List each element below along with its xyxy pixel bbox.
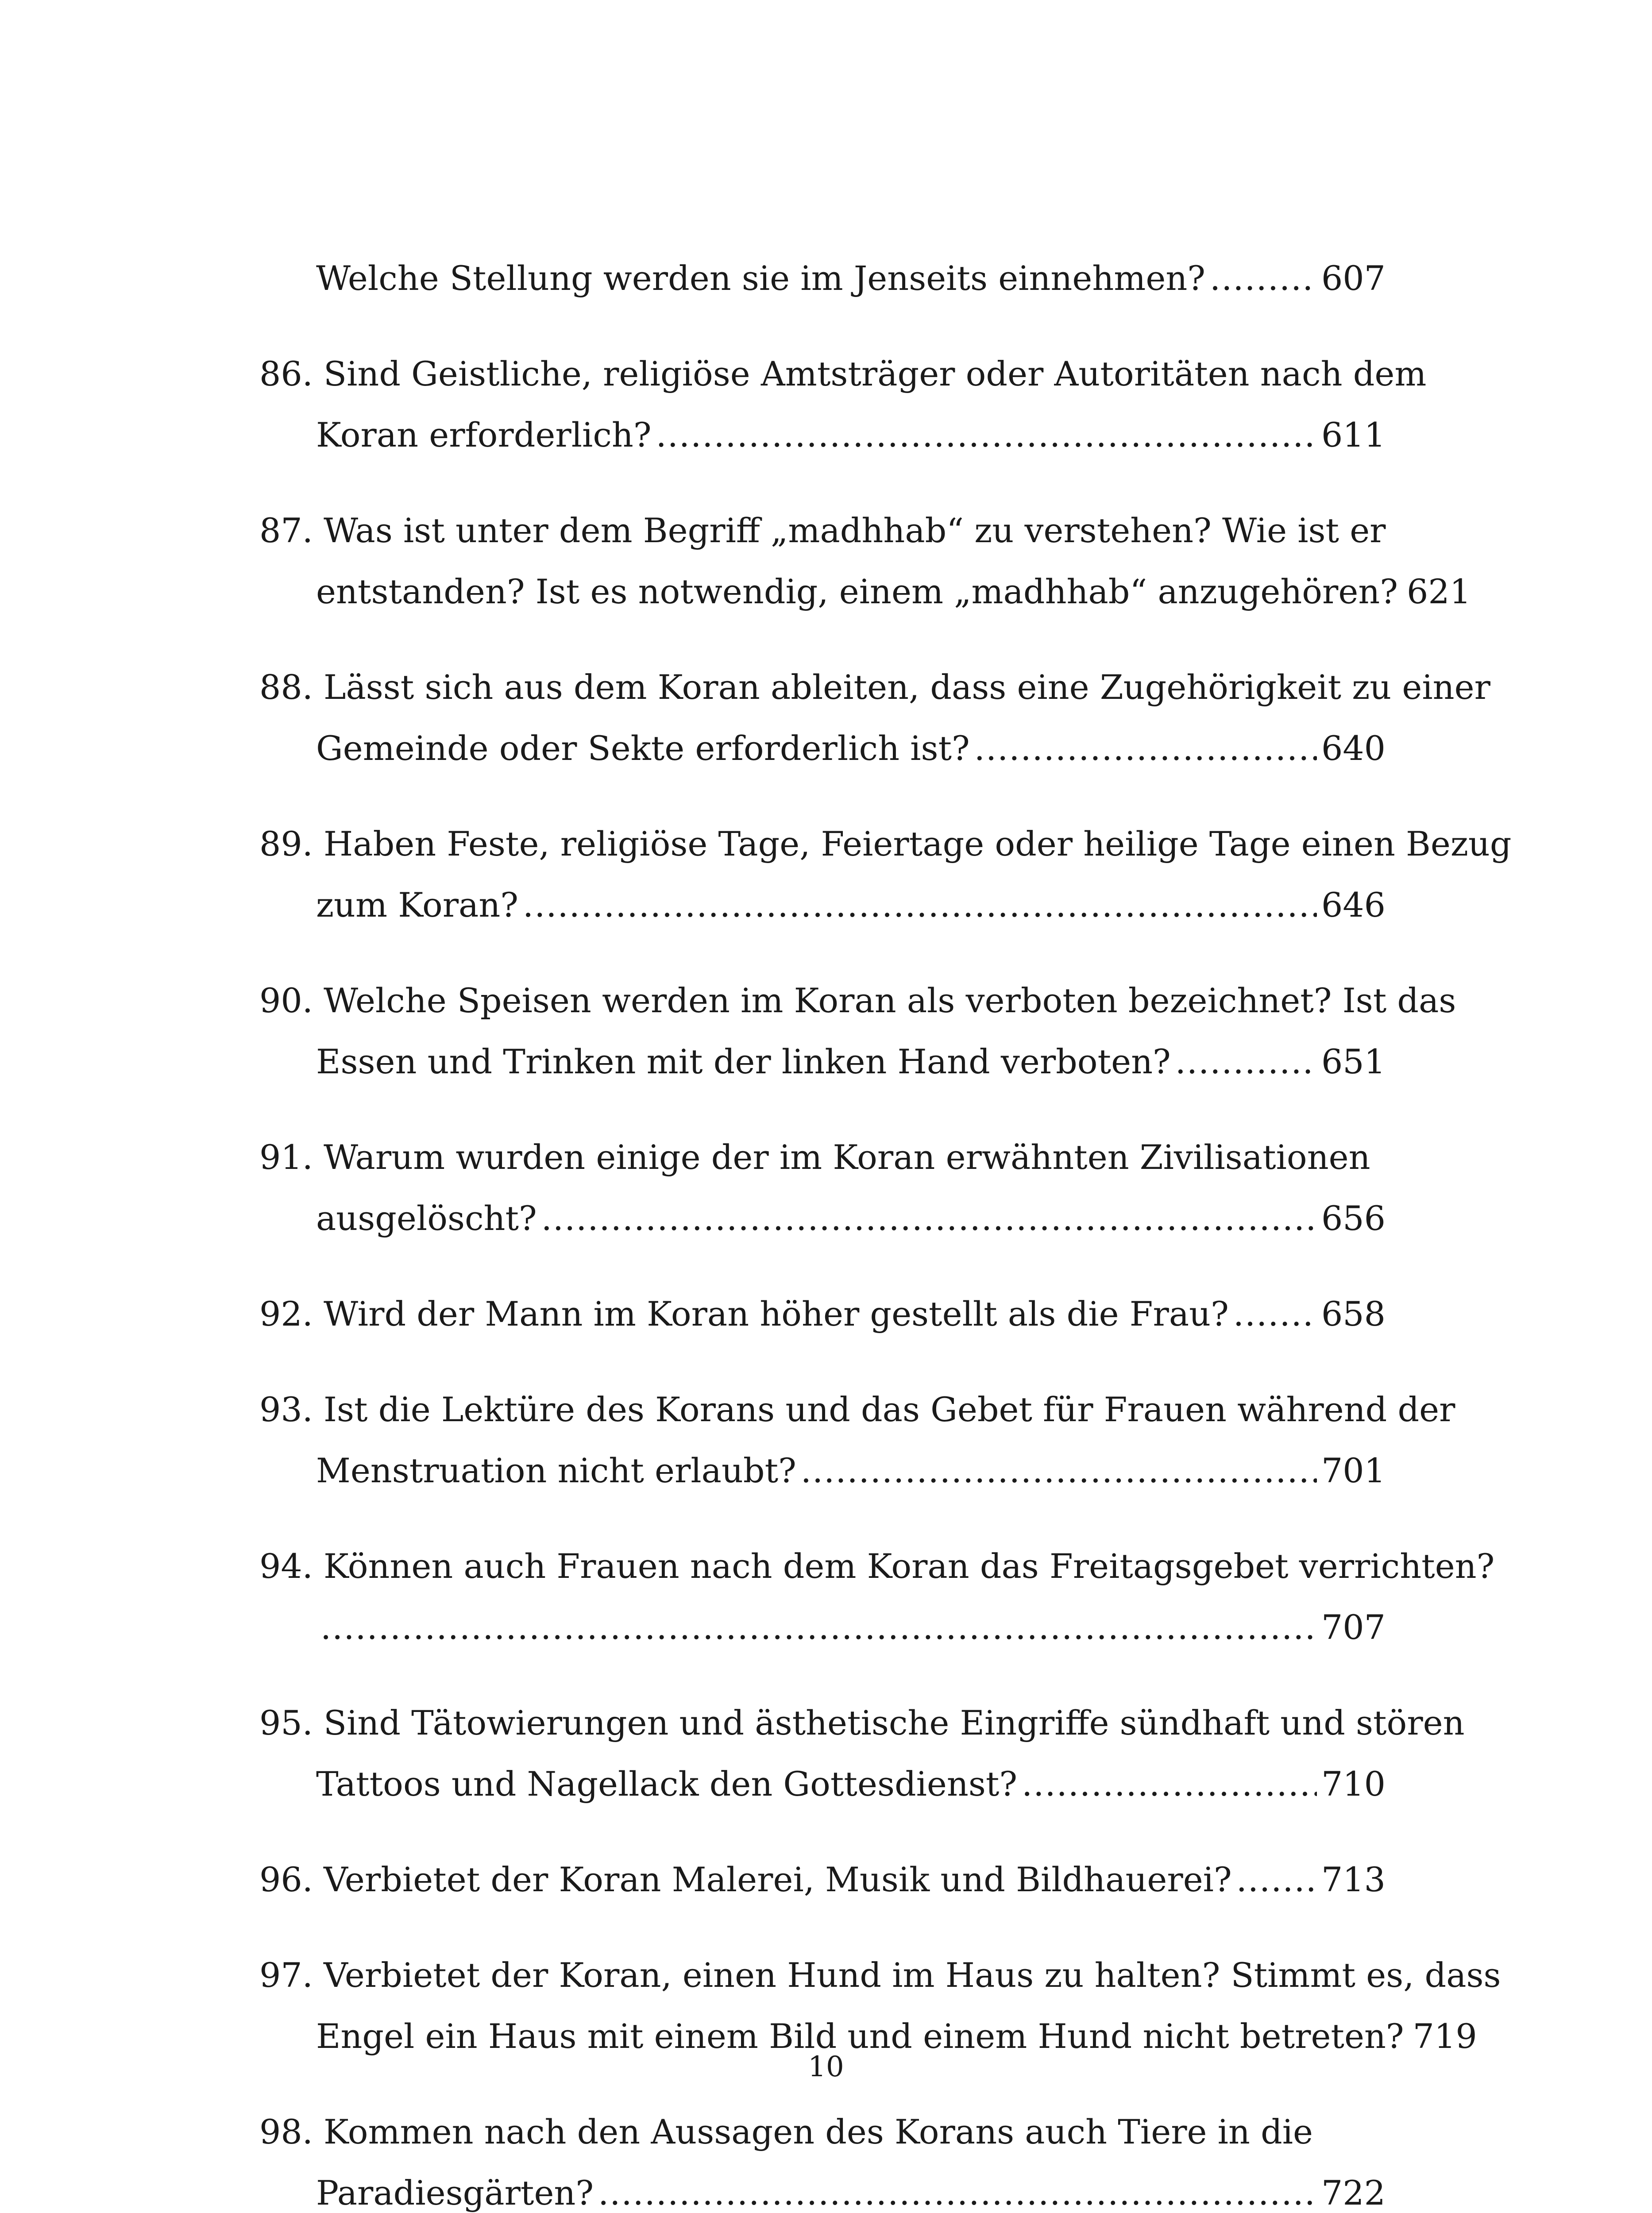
toc-entry-line xyxy=(259,2101,1386,2163)
toc-entry xyxy=(259,1849,1386,1910)
toc-entry-line xyxy=(259,1284,1386,1345)
toc-entry-text: 88. Lässt sich aus dem Koran ableiten, dass eine Zugehörigkeit zu einer xyxy=(259,667,1490,707)
toc-page-number: 707 xyxy=(1321,1608,1386,1647)
toc-entry xyxy=(259,1379,1455,1501)
toc-entry-line xyxy=(259,1945,1501,2006)
toc-entry-line xyxy=(259,1379,1455,1440)
toc-entry-text: 95. Sind Tätowierungen und ästhetische Eingriffe sündhaft und stören xyxy=(259,1703,1465,1743)
toc-entry-text: 92. Wird der Mann im Koran höher gestellt als die Frau? xyxy=(259,1294,1229,1334)
toc-entry-line xyxy=(259,657,1490,718)
dot-leader xyxy=(598,2163,1317,2213)
dot-leader xyxy=(1236,1849,1317,1910)
toc-page-number: 701 xyxy=(1321,1451,1386,1490)
dot-leader xyxy=(1175,1031,1317,1092)
toc-entry-text: Tattoos und Nagellack den Gottesdienst? xyxy=(316,1764,1018,1804)
toc-page-number: 722 xyxy=(1321,2173,1386,2213)
toc-entry-line xyxy=(259,1440,1386,1501)
toc-entry xyxy=(259,1127,1386,1249)
toc-entry-line xyxy=(259,500,1386,561)
toc-entry-line xyxy=(259,875,1386,936)
toc-entry-line xyxy=(259,1597,1386,1658)
dot-leader xyxy=(1233,1284,1317,1345)
toc-entry-text: 97. Verbietet der Koran, einen Hund im Haus zu halten? Stimmt es, dass xyxy=(259,1955,1501,1995)
toc-entry-text: Paradiesgärten? xyxy=(316,2173,594,2213)
dot-leader xyxy=(523,875,1317,936)
toc-entry xyxy=(259,1284,1386,1345)
toc-entry-line xyxy=(259,1188,1386,1249)
toc-entry-text: 98. Kommen nach den Aussagen des Korans auch Tiere in die xyxy=(259,2112,1313,2151)
toc-page-number: 607 xyxy=(1321,258,1386,298)
toc-page-number: 658 xyxy=(1321,1294,1386,1334)
toc-entry-text: zum Koran? xyxy=(316,885,519,925)
toc-entry-text: 93. Ist die Lektüre des Korans und das Gebet für Frauen während der xyxy=(259,1390,1455,1429)
toc-entry-line xyxy=(259,1754,1386,1815)
toc-page-number: 640 xyxy=(1321,729,1386,768)
toc-entry-text: 91. Warum wurden einige der im Koran erwähnten Zivilisationen xyxy=(259,1137,1370,1177)
dot-leader xyxy=(1210,248,1317,309)
toc-page-number: 611 xyxy=(1321,415,1386,455)
toc-entry-text: Engel ein Haus mit einem Bild und einem Hund nicht betreten? xyxy=(316,2016,1404,2056)
toc-entry-text: 87. Was ist unter dem Begriff „madhhab“ zu verstehen? Wie ist er xyxy=(259,511,1386,550)
dot-leader xyxy=(801,1440,1317,1501)
toc-entry-text: 89. Haben Feste, religiöse Tage, Feiertage oder heilige Tage einen Bezug xyxy=(259,824,1512,864)
toc-entry-text: Welche Stellung werden sie im Jenseits einnehmen? xyxy=(316,258,1206,298)
toc-entry-text: ausgelöscht? xyxy=(316,1199,537,1238)
toc-entry-line xyxy=(259,343,1427,405)
page-number: 10 xyxy=(808,2051,844,2083)
toc-page-number: 651 xyxy=(1321,1042,1386,1081)
toc-page-number: 710 xyxy=(1321,1764,1386,1804)
toc-entry-text: 86. Sind Geistliche, religiöse Amtsträger oder Autoritäten nach dem xyxy=(259,354,1427,393)
toc-entry xyxy=(259,343,1427,466)
toc-entry-text: 94. Können auch Frauen nach dem Koran das Freitagsgebet verrichten? xyxy=(259,1546,1495,1586)
toc-entry xyxy=(259,2101,1386,2213)
toc-entry xyxy=(259,1945,1501,2067)
toc-entry-line xyxy=(259,970,1456,1031)
toc-page-number: 713 xyxy=(1321,1860,1386,1899)
toc-entry-line xyxy=(259,718,1386,779)
toc-entry-line xyxy=(259,1693,1465,1754)
dot-leader xyxy=(541,1188,1317,1249)
toc-entry xyxy=(259,1693,1465,1815)
toc-entry-line xyxy=(259,1127,1386,1188)
toc-entry-text: Essen und Trinken mit der linken Hand verboten? xyxy=(316,1042,1171,1081)
toc-entry-text: 96. Verbietet der Koran Malerei, Musik und Bildhauerei? xyxy=(259,1860,1232,1899)
dot-leader xyxy=(656,405,1317,466)
table-of-contents xyxy=(259,248,1512,2213)
toc-entry-line xyxy=(259,561,1471,622)
toc-entry xyxy=(259,500,1471,622)
toc-entry-text: entstanden? Ist es notwendig, einem „madhhab“ anzugehören? xyxy=(316,572,1398,611)
toc-entry xyxy=(259,248,1386,309)
toc-entry-text: Koran erforderlich? xyxy=(316,415,652,455)
toc-entry-text: Menstruation nicht erlaubt? xyxy=(316,1451,796,1490)
toc-entry-line xyxy=(259,405,1386,466)
toc-entry-line xyxy=(259,813,1512,875)
toc-entry-line xyxy=(259,1031,1386,1092)
toc-entry-line xyxy=(259,248,1386,309)
toc-entry xyxy=(259,1536,1495,1658)
toc-page-number: 646 xyxy=(1321,885,1386,925)
toc-entry-line xyxy=(259,1849,1386,1910)
dot-leader xyxy=(974,718,1317,779)
toc-page-number: 656 xyxy=(1321,1199,1386,1238)
toc-entry-line xyxy=(259,1536,1495,1597)
dot-leader xyxy=(1022,1754,1317,1815)
toc-entry-line xyxy=(259,2163,1386,2213)
toc-entry-text: 90. Welche Speisen werden im Koran als verboten bezeichnet? Ist das xyxy=(259,981,1456,1020)
toc-page-number: 719 xyxy=(1413,2016,1477,2056)
toc-page-number: 621 xyxy=(1407,572,1471,611)
toc-entry xyxy=(259,813,1512,936)
toc-entry xyxy=(259,657,1490,779)
dot-leader xyxy=(320,1597,1317,1658)
toc-entry xyxy=(259,970,1456,1092)
toc-entry-text: Gemeinde oder Sekte erforderlich ist? xyxy=(316,729,970,768)
